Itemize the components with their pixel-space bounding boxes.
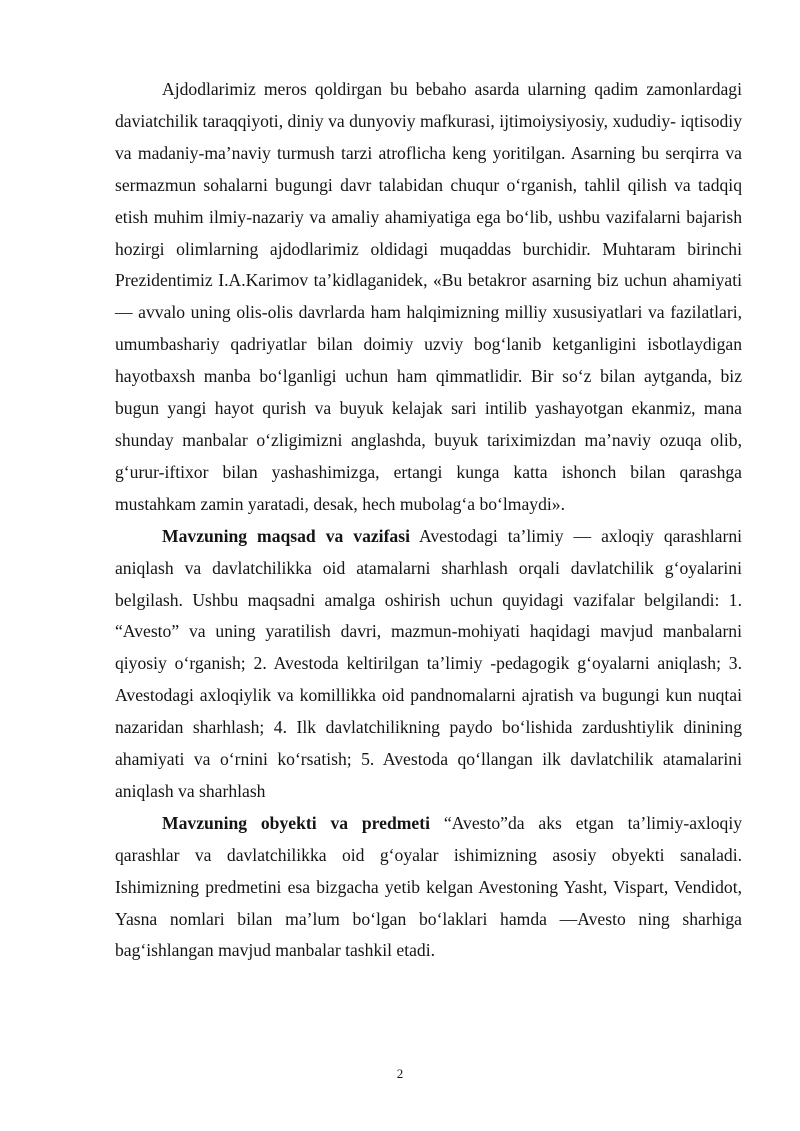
paragraph-introduction-text: Ajdodlarimiz meros qoldirgan bu bebaho asarda ularning qadim zamonlardagi daviatchilik taraqqiyoti, diniy va dunyoviy mafkurasi, ijtimoiysiyosiy, xududiy- iqtisodiy va madaniy-ma’naviy turmush tarzi atroflicha keng yoritilgan. Asarning bu serqirra va sermazmun sohalarni bugungi davr talabidan chuqur o‘rganish, tahlil qilish va tadqiq etish muhim ilmiy-nazariy va amaliy ahamiyatiga ega bo‘lib, ushbu vazifalarni bajarish hozirgi olimlarning ajdodlarimiz oldidagi muqaddas burchidir. Muhtaram birinchi Prezidentimiz I.A.Karimov ta’kidlaganidek, «Bu betakror asarning biz uchun ahamiyati — avvalo uning olis-olis davrlarda ham halqimizning milliy xususiyatlari va fazilatlari, umumbashariy qadriyatlar bilan doimiy uzviy bog‘lanib ketganligini isbotlaydigan hayotbaxsh manba bo‘lganligi uchun ham qimmatlidir. Bir so‘z bilan aytganda, biz bugun yangi hayot qurish va buyuk kelajak sari intilib yashayotgan ekanmiz, mana shunday manbalar o‘zligimizni anglashda, buyuk tariximizdan ma’naviy ozuqa olib, g‘urur-iftixor bilan yashashimizga, ertangi kunga katta ishonch bilan qarashga mustahkam zamin yaratadi, desak, hech mubolag‘a bo‘lmaydi». bbox=[115, 79, 742, 514]
document-page bbox=[115, 74, 742, 967]
paragraph-object-and-subject bbox=[115, 808, 742, 968]
paragraph-goal-and-tasks-text: Avestodagi ta’limiy — axloqiy qarashlarni aniqlash va davlatchilikka oid atamalarni sharhlash orqali davlatchilik g‘oyalarini belgilash. Ushbu maqsadni amalga oshirish uchun quyidagi vazifalar belgilandi: 1. “Avesto” va uning yaratilish davri, mazmun-mohiyati haqidagi mavjud manbalarni qiyosiy o‘rganish; 2. Avestoda keltirilgan ta’limiy -pedagogik g‘oyalarni aniqlash; 3. Avestodagi axloqiylik va komillikka oid pandnomalarni ajratish va bugungi kun nuqtai nazaridan sharhlash; 4. Ilk davlatchilikning paydo bo‘lishida zardushtiylik dinining ahamiyati va o‘rnini ko‘rsatish; 5. Avestoda qo‘llangan ilk davlatchilik atamalarini aniqlash va sharhlash bbox=[115, 525, 743, 801]
heading-object-and-subject: Mavzuning obyekti va predmeti bbox=[162, 812, 430, 833]
paragraph-object-and-subject-text: “Avesto”da aks etgan ta’limiy-axloqiy qarashlar va davlatchilikka oid g‘oyalar ishimizning asosiy obyekti sanaladi. Ishimizning predmetini esa bizgacha yetib kelgan Avestoning Yasht, Vispart, Vendidot, Yasna nomlari bilan ma’lum bo‘lgan bo‘laklari hamda —Avesto ning sharhiga bag‘ishlangan mavjud manbalar tashkil etadi. bbox=[115, 812, 743, 961]
paragraph-introduction bbox=[115, 74, 742, 521]
page-number: 2 bbox=[396, 1066, 404, 1081]
heading-goal-and-tasks: Mavzuning maqsad va vazifasi bbox=[162, 525, 410, 546]
paragraph-goal-and-tasks bbox=[115, 521, 742, 808]
